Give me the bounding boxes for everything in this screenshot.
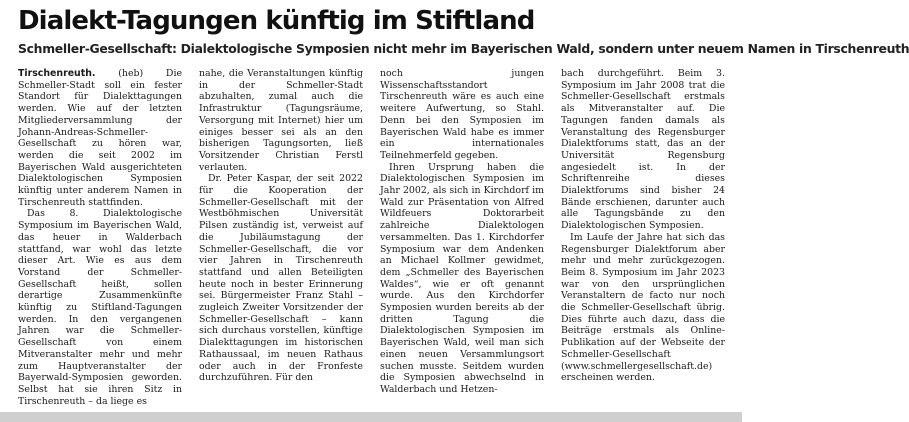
page-bottom-bar bbox=[0, 412, 742, 422]
article-body bbox=[18, 68, 725, 407]
paragraph: Das 8. Dialektologische Symposium im Bayerischen Wald, das heuer in Walderbach stattfand, war wohl das letzte dieser Art. Wie es aus dem Vorstand der Schmeller-Gesellschaft heißt, sollen derartige Zusammenkünfte künftig zu Stiftland-Tagungen werden. In den vergangenen Jahren war die Schmeller-Gesellschaft von einem Mitveranstalter mehr und mehr zum Hauptveranstalter der Bayerwald-Symposien geworden. Selbst hat sie ihren Sitz in Tirschenreuth – da liege es bbox=[18, 208, 182, 407]
text-column-3 bbox=[380, 68, 544, 404]
paragraph: Ihren Ursprung haben die Dialektologischen Symposien im Jahr 2002, als sich in Kirchdorf im Wald zur Präsentation von Alfred Wildfeuers Doktorarbeit zahlreiche Dialektologen versammelten. Das 1. Kirchdorfer Symposium war dem Andenken an Michael Kollmer gewidmet, dem „Schmeller des Bayerischen Waldes“, wie er oft genannt wurde. Aus den Kirchdorfer Symposien wurden bereits ab der dritten Tagung die Dialektologischen Symposien im Bayerischen Wald, weil man sich einen neuen Versammlungsort suchen musste. Seitdem wurden die Symposien abwechselnd in Walderbach und Hetzen- bbox=[380, 161, 544, 395]
text-column-4 bbox=[561, 68, 725, 404]
dateline: Tirschenreuth. bbox=[18, 68, 96, 79]
subheadline: Schmeller-Gesellschaft: Dialektologische Symposien nicht mehr im Bayerischen Wald, sondern unter neuem Namen in Tirschenreuth bbox=[18, 41, 909, 56]
headline: Dialekt-Tagungen künftig im Stiftland bbox=[18, 6, 535, 36]
paragraph bbox=[18, 68, 182, 208]
paragraph: Im Laufe der Jahre hat sich das Regensburger Dialektforum aber mehr und mehr zurückgezogen. Beim 8. Symposium im Jahr 2023 war von den ursprünglichen Veranstaltern de facto nur noch die Schmeller-Gesellschaft übrig. Dies führte auch dazu, dass die Beiträge erstmals als Online-Publikation auf der Webseite der Schmeller-Gesellschaft (www.schmellergesellschaft.de) erscheinen werden. bbox=[561, 231, 725, 384]
paragraph-text: (heb) Die Schmeller-Stadt soll ein fester Standort für Dialekttagungen werden. Wie auf der letzten Mitgliederversammlung der Johann-Andreas-Schmeller-Gesellschaft zu hören war, werden die seit 2002 im Bayerischen Wald ausgerichteten Dialektologischen Symposien künftig unter anderem Namen in Tirschenreuth stattfinden. bbox=[18, 68, 182, 208]
paragraph: noch jungen Wissenschaftsstandort Tirschenreuth wäre es auch eine weitere Aufwertung, so Stahl. Denn bei den Symposien im Bayerischen Wald habe es immer ein internationales Teilnehmerfeld gegeben. bbox=[380, 68, 544, 161]
paragraph: bach durchgeführt. Beim 3. Symposium im Jahr 2008 trat die Schmeller-Gesellschaft erstmals als Mitveranstalter auf. Die Tagungen fanden damals als Veranstaltung des Regensburger Dialektforums statt, das an der Universität Regensburg angesiedelt ist. In der Schriftenreihe dieses Dialektforums sind bisher 24 Bände erschienen, darunter auch alle Tagungsbände zu den Dialektologischen Symposien. bbox=[561, 68, 725, 232]
paragraph: Dr. Peter Kaspar, der seit 2022 für die Kooperation der Schmeller-Gesellschaft mit der Westböhmischen Universität Pilsen zuständig ist, verweist auf die Jubiläumstagung der Schmeller-Gesellschaft, die vor vier Jahren in Tirschenreuth stattfand und allen Beteiligten heute noch in bester Erinnerung sei. Bürgermeister Franz Stahl – zugleich Zweiter Vorsitzender der Schmeller-Gesellschaft – kann sich durchaus vorstellen, künftige Dialekttagungen im historischen Rathaussaal, im neuen Rathaus oder auch in der Fronfeste durchzuführen. Für den bbox=[199, 173, 363, 384]
paragraph: nahe, die Veranstaltungen künftig in der Schmeller-Stadt abzuhalten, zumal auch die Infrastruktur (Tagungsräume, Versorgung mit Internet) hier um einiges besser sei als an den bisherigen Tagungsorten, ließ Vorsitzender Christian Ferstl verlauten. bbox=[199, 68, 363, 173]
text-column-1 bbox=[18, 68, 182, 407]
text-column-2 bbox=[199, 68, 363, 404]
